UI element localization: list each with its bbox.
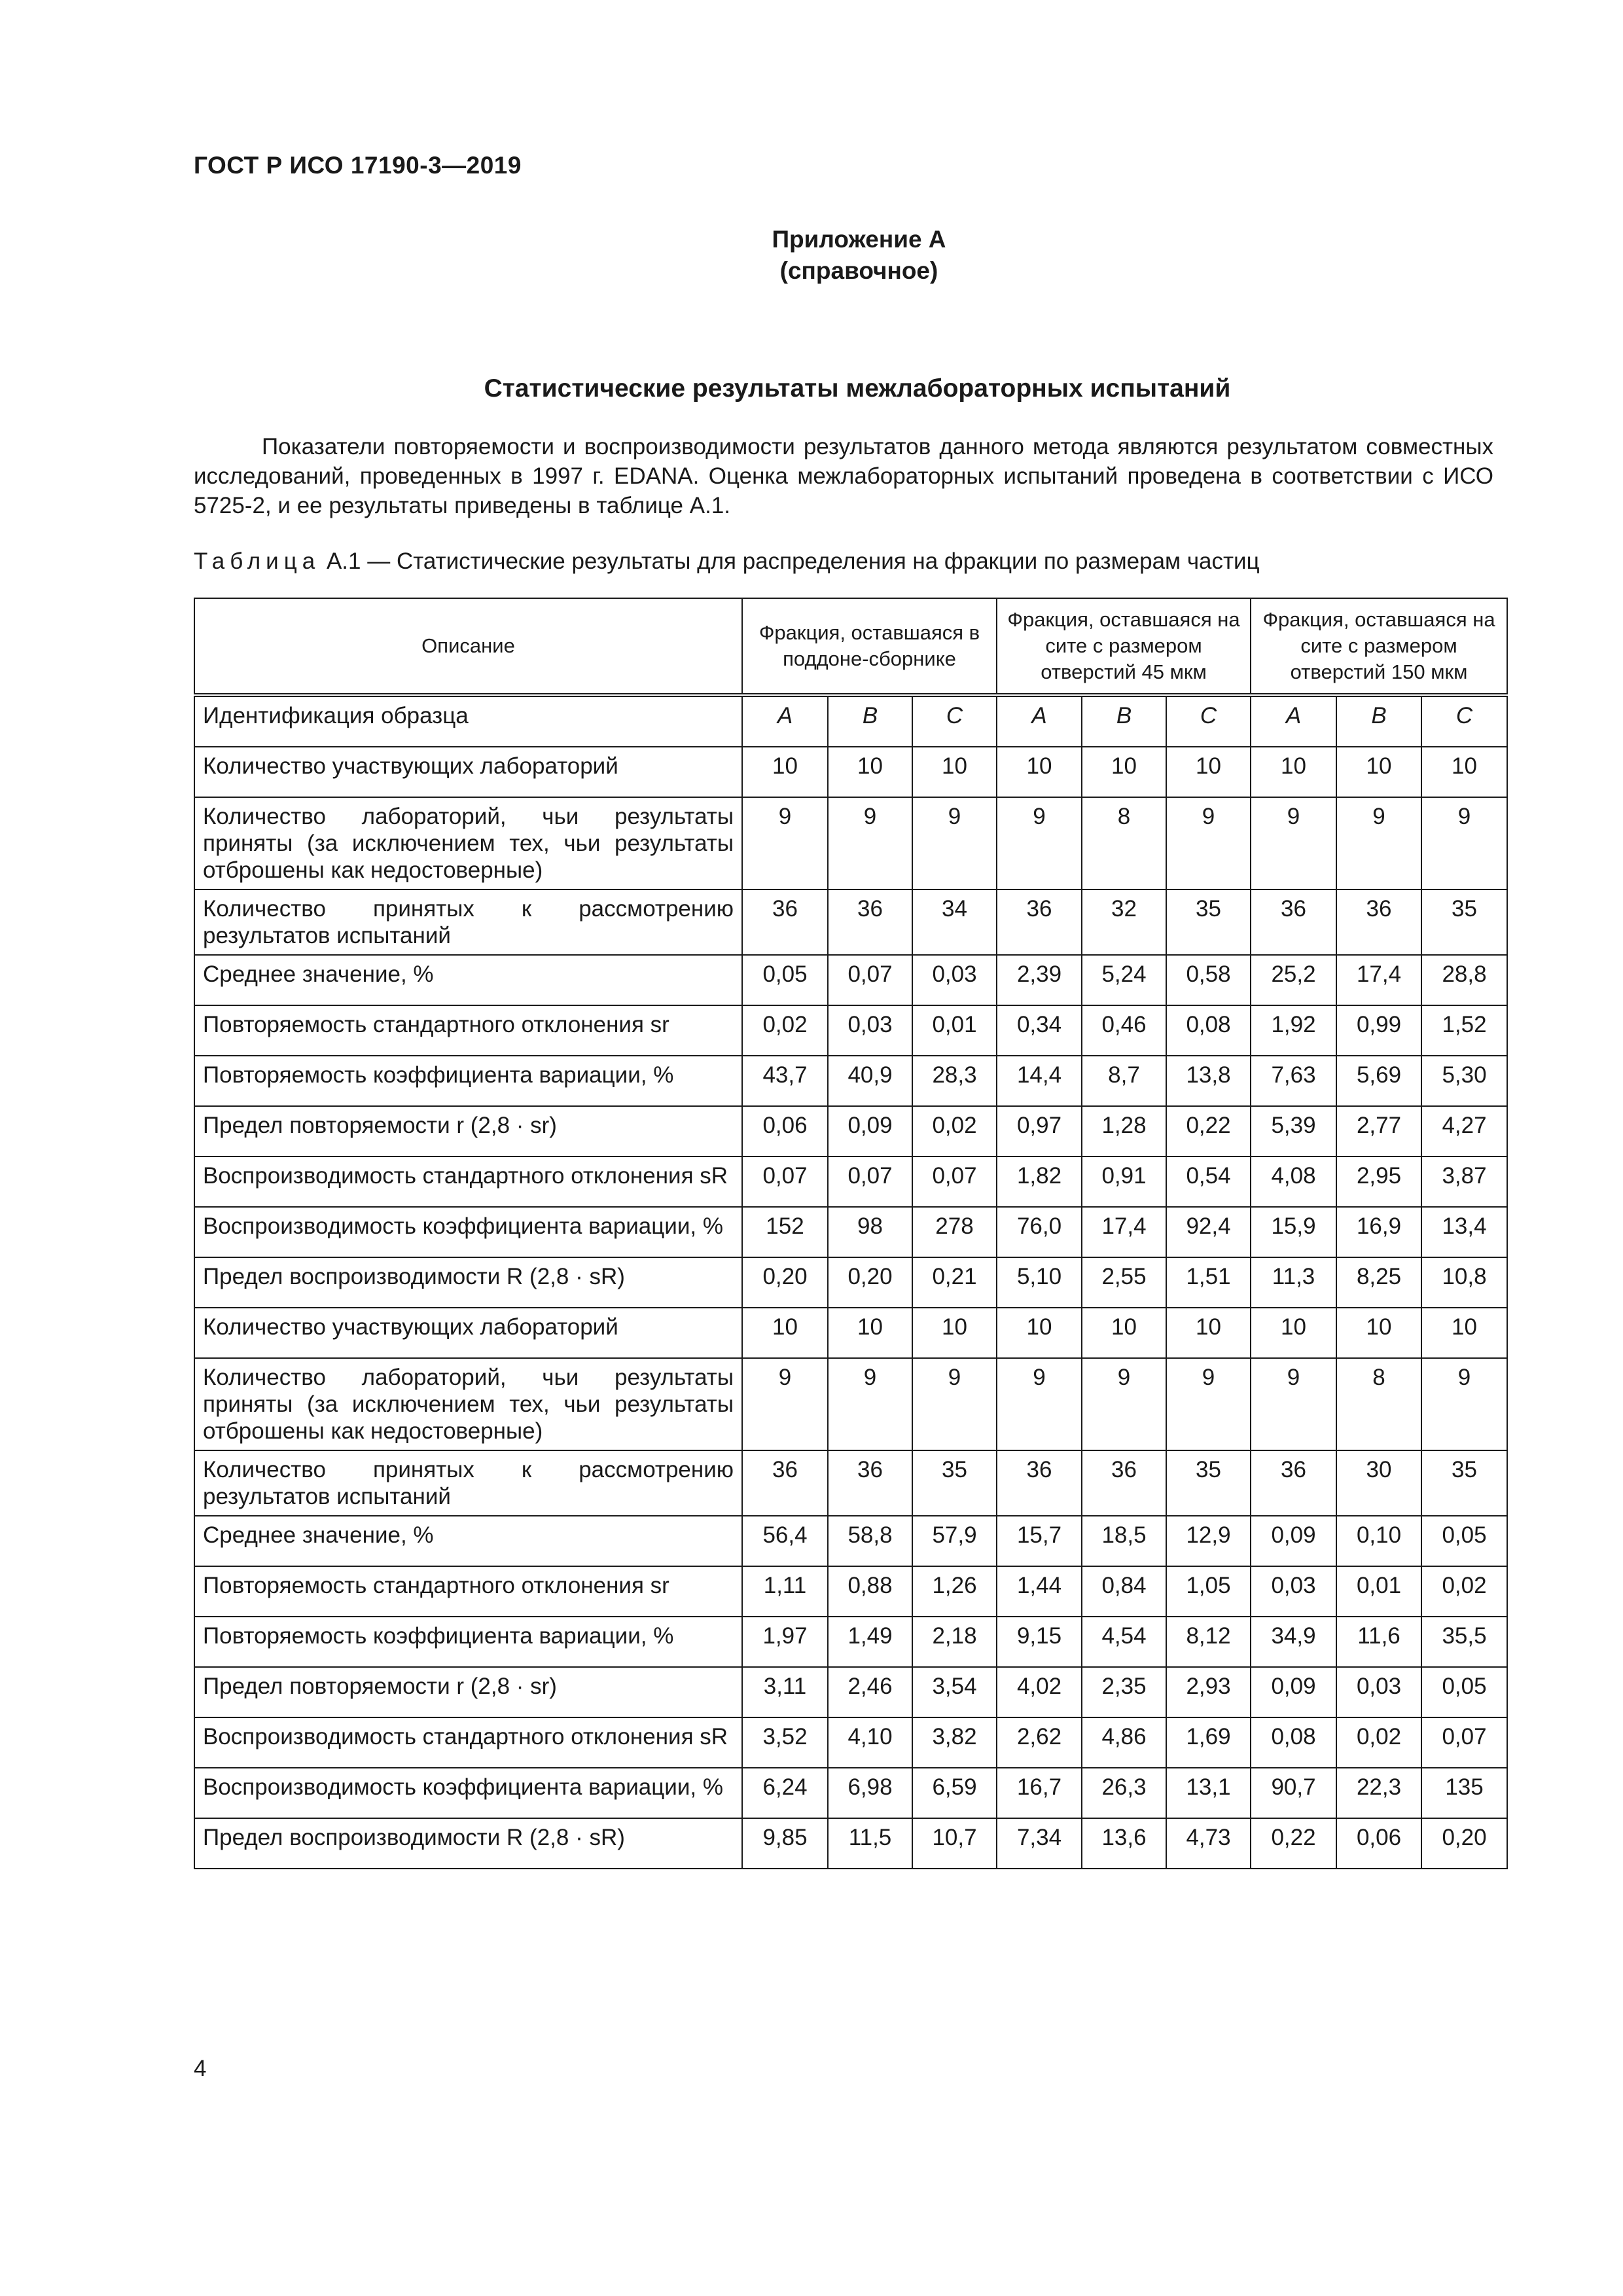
row-value: 10 (1421, 747, 1507, 797)
row-value: 36 (1251, 889, 1336, 955)
row-description: Количество участвующих лабораторий (194, 747, 742, 797)
table-row (194, 1667, 1507, 1717)
row-value: 9 (742, 797, 828, 889)
row-value: 43,7 (742, 1056, 828, 1106)
row-value: 35 (912, 1450, 997, 1516)
document-code: ГОСТ Р ИСО 17190-3—2019 (194, 152, 522, 179)
row-value: 5,30 (1421, 1056, 1507, 1106)
row-value: 0,08 (1166, 1005, 1251, 1056)
row-value: 36 (1082, 1450, 1166, 1516)
table-body (194, 695, 1507, 1869)
table-row (194, 695, 1507, 747)
row-description: Количество лабораторий, чьи результаты приняты (за исключением тех, чьи результаты отброшены как недостоверные) (194, 1358, 742, 1450)
row-value: 0,07 (912, 1157, 997, 1207)
row-value: 13,6 (1082, 1818, 1166, 1869)
row-value: 2,46 (828, 1667, 912, 1717)
row-value: 90,7 (1251, 1768, 1336, 1818)
row-value: 2,77 (1336, 1106, 1421, 1157)
row-value: 10,7 (912, 1818, 997, 1869)
row-value: 0,10 (1336, 1516, 1421, 1566)
row-value: 10,8 (1421, 1257, 1507, 1308)
row-value: 10 (1336, 747, 1421, 797)
row-value: 1,97 (742, 1617, 828, 1667)
table-caption (194, 548, 1260, 575)
row-description: Количество лабораторий, чьи результаты приняты (за исключением тех, чьи результаты отброшены как недостоверные) (194, 797, 742, 889)
row-description: Воспроизводимость стандартного отклонения sR (194, 1157, 742, 1207)
table-row (194, 889, 1507, 955)
row-value: 8,12 (1166, 1617, 1251, 1667)
row-value: 9 (912, 797, 997, 889)
row-description: Повторяемость стандартного отклонения sr (194, 1566, 742, 1617)
table-row (194, 1056, 1507, 1106)
row-value: 9 (1251, 797, 1336, 889)
row-value: 9 (997, 797, 1082, 889)
row-value: 10 (828, 1308, 912, 1358)
row-value: 11,6 (1336, 1617, 1421, 1667)
row-value: 0,07 (742, 1157, 828, 1207)
row-value: 0,21 (912, 1257, 997, 1308)
row-value: 10 (1336, 1308, 1421, 1358)
row-value: 4,27 (1421, 1106, 1507, 1157)
row-value: 22,3 (1336, 1768, 1421, 1818)
row-value: 25,2 (1251, 955, 1336, 1005)
row-value: 152 (742, 1207, 828, 1257)
row-value: 9 (1336, 797, 1421, 889)
row-value: 15,7 (997, 1516, 1082, 1566)
row-value: 17,4 (1082, 1207, 1166, 1257)
row-value: 0,07 (828, 955, 912, 1005)
row-value: A (742, 695, 828, 747)
row-value: 1,51 (1166, 1257, 1251, 1308)
table-row (194, 1257, 1507, 1308)
row-value: 34,9 (1251, 1617, 1336, 1667)
row-value: 10 (912, 1308, 997, 1358)
row-value: 0,20 (828, 1257, 912, 1308)
row-value: 0,02 (912, 1106, 997, 1157)
row-value: 9 (1251, 1358, 1336, 1450)
row-value: 35 (1421, 889, 1507, 955)
row-value: 28,3 (912, 1056, 997, 1106)
row-value: 1,28 (1082, 1106, 1166, 1157)
row-value: 0,20 (1421, 1818, 1507, 1869)
row-value: 9 (1166, 1358, 1251, 1450)
table-row (194, 1717, 1507, 1768)
row-value: 4,73 (1166, 1818, 1251, 1869)
row-value: 2,39 (997, 955, 1082, 1005)
row-description: Предел воспроизводимости R (2,8 · sR) (194, 1257, 742, 1308)
row-value: 9 (1082, 1358, 1166, 1450)
row-value: 0,22 (1251, 1818, 1336, 1869)
row-value: 12,9 (1166, 1516, 1251, 1566)
row-value: 10 (1166, 1308, 1251, 1358)
row-value: 0,91 (1082, 1157, 1166, 1207)
row-value: 28,8 (1421, 955, 1507, 1005)
row-value: 35,5 (1421, 1617, 1507, 1667)
row-value: 278 (912, 1207, 997, 1257)
table-row (194, 1768, 1507, 1818)
row-value: 9 (997, 1358, 1082, 1450)
row-value: 10 (912, 747, 997, 797)
row-value: 11,3 (1251, 1257, 1336, 1308)
row-value: 8 (1082, 797, 1166, 889)
row-value: 7,34 (997, 1818, 1082, 1869)
row-value: 0,02 (742, 1005, 828, 1056)
row-value: 3,52 (742, 1717, 828, 1768)
row-value: 0,03 (912, 955, 997, 1005)
row-value: 0,22 (1166, 1106, 1251, 1157)
row-description: Количество принятых к рассмотрению результатов испытаний (194, 1450, 742, 1516)
table-row (194, 1450, 1507, 1516)
row-value: 2,93 (1166, 1667, 1251, 1717)
row-value: 35 (1421, 1450, 1507, 1516)
row-value: 36 (828, 889, 912, 955)
row-value: 35 (1166, 889, 1251, 955)
row-value: 9 (828, 797, 912, 889)
row-value: 0,88 (828, 1566, 912, 1617)
row-value: 57,9 (912, 1516, 997, 1566)
table-row (194, 1106, 1507, 1157)
row-value: 0,99 (1336, 1005, 1421, 1056)
row-value: 36 (828, 1450, 912, 1516)
row-value: 9,85 (742, 1818, 828, 1869)
row-value: 9 (742, 1358, 828, 1450)
row-value: 4,86 (1082, 1717, 1166, 1768)
section-title: Статистические результаты межлабораторных испытаний (484, 374, 1231, 403)
table-header-row (194, 598, 1507, 695)
row-value: 0,09 (828, 1106, 912, 1157)
row-value: 4,02 (997, 1667, 1082, 1717)
row-value: 10 (997, 747, 1082, 797)
row-value: 6,98 (828, 1768, 912, 1818)
row-value: 5,24 (1082, 955, 1166, 1005)
row-value: 13,4 (1421, 1207, 1507, 1257)
row-value: 0,03 (1336, 1667, 1421, 1717)
row-value: 0,06 (1336, 1818, 1421, 1869)
row-value: B (828, 695, 912, 747)
row-description: Воспроизводимость коэффициента вариации, % (194, 1768, 742, 1818)
row-value: 0,03 (828, 1005, 912, 1056)
row-value: 14,4 (997, 1056, 1082, 1106)
table-row (194, 1157, 1507, 1207)
row-value: 58,8 (828, 1516, 912, 1566)
row-value: 1,92 (1251, 1005, 1336, 1056)
row-value: 5,69 (1336, 1056, 1421, 1106)
row-value: 10 (1082, 747, 1166, 797)
row-value: 9 (912, 1358, 997, 1450)
table-row (194, 1308, 1507, 1358)
row-value: 2,18 (912, 1617, 997, 1667)
row-value: 1,52 (1421, 1005, 1507, 1056)
row-description: Количество принятых к рассмотрению результатов испытаний (194, 889, 742, 955)
row-value: 9 (1421, 1358, 1507, 1450)
table-row (194, 1207, 1507, 1257)
row-value: 0,02 (1336, 1717, 1421, 1768)
header-fraction-tray: Фракция, оставшаяся в поддоне-сборнике (742, 598, 997, 695)
row-value: 40,9 (828, 1056, 912, 1106)
row-value: 13,1 (1166, 1768, 1251, 1818)
row-value: 26,3 (1082, 1768, 1166, 1818)
table-row (194, 1818, 1507, 1869)
row-value: 0,06 (742, 1106, 828, 1157)
row-value: 15,9 (1251, 1207, 1336, 1257)
row-value: 1,82 (997, 1157, 1082, 1207)
table-row (194, 797, 1507, 889)
row-value: 10 (1166, 747, 1251, 797)
row-value: 10 (1251, 1308, 1336, 1358)
row-value: 3,11 (742, 1667, 828, 1717)
row-value: 1,44 (997, 1566, 1082, 1617)
row-value: 9 (828, 1358, 912, 1450)
row-value: 2,35 (1082, 1667, 1166, 1717)
row-value: 0,02 (1421, 1566, 1507, 1617)
row-value: 16,9 (1336, 1207, 1421, 1257)
table-row (194, 1566, 1507, 1617)
header-fraction-45: Фракция, оставшаяся на сите с размером отверстий 45 мкм (997, 598, 1251, 695)
row-value: 36 (1336, 889, 1421, 955)
row-description: Предел повторяемости r (2,8 · sr) (194, 1106, 742, 1157)
row-description: Повторяемость стандартного отклонения sr (194, 1005, 742, 1056)
row-value: 18,5 (1082, 1516, 1166, 1566)
row-value: 34 (912, 889, 997, 955)
row-value: 8,25 (1336, 1257, 1421, 1308)
row-value: C (1166, 695, 1251, 747)
row-value: 10 (1421, 1308, 1507, 1358)
row-value: 32 (1082, 889, 1166, 955)
row-value: 9 (1421, 797, 1507, 889)
table-row (194, 1005, 1507, 1056)
row-value: 98 (828, 1207, 912, 1257)
row-value: 3,82 (912, 1717, 997, 1768)
row-value: 0,01 (912, 1005, 997, 1056)
row-value: 0,46 (1082, 1005, 1166, 1056)
row-description: Предел воспроизводимости R (2,8 · sR) (194, 1818, 742, 1869)
row-value: 10 (828, 747, 912, 797)
row-value: 0,07 (1421, 1717, 1507, 1768)
table-row (194, 1516, 1507, 1566)
row-value: 4,10 (828, 1717, 912, 1768)
row-value: 11,5 (828, 1818, 912, 1869)
row-description: Предел повторяемости r (2,8 · sr) (194, 1667, 742, 1717)
row-description: Повторяемость коэффициента вариации, % (194, 1617, 742, 1667)
row-value: B (1336, 695, 1421, 747)
row-value: 1,69 (1166, 1717, 1251, 1768)
row-value: 36 (997, 1450, 1082, 1516)
row-description: Количество участвующих лабораторий (194, 1308, 742, 1358)
row-value: 1,11 (742, 1566, 828, 1617)
row-value: C (1421, 695, 1507, 747)
row-value: C (912, 695, 997, 747)
row-value: 1,49 (828, 1617, 912, 1667)
row-value: 30 (1336, 1450, 1421, 1516)
row-value: 3,87 (1421, 1157, 1507, 1207)
row-value: 1,05 (1166, 1566, 1251, 1617)
row-value: 0,07 (828, 1157, 912, 1207)
table-row (194, 747, 1507, 797)
row-value: 0,05 (1421, 1516, 1507, 1566)
header-fraction-150: Фракция, оставшаяся на сите с размером отверстий 150 мкм (1251, 598, 1507, 695)
row-value: 76,0 (997, 1207, 1082, 1257)
table-row (194, 1617, 1507, 1667)
row-value: 36 (742, 889, 828, 955)
row-description: Идентификация образца (194, 695, 742, 747)
annex-title: Приложение А (772, 226, 946, 253)
row-value: 3,54 (912, 1667, 997, 1717)
table-row (194, 1358, 1507, 1450)
row-value: 4,54 (1082, 1617, 1166, 1667)
row-value: 5,10 (997, 1257, 1082, 1308)
row-value: 6,59 (912, 1768, 997, 1818)
row-value: 8,7 (1082, 1056, 1166, 1106)
header-description: Описание (194, 598, 742, 695)
row-value: 13,8 (1166, 1056, 1251, 1106)
row-description: Среднее значение, % (194, 955, 742, 1005)
table-caption-text: А.1 — Статистические результаты для распределения на фракции по размерам частиц (320, 548, 1260, 574)
row-value: 2,62 (997, 1717, 1082, 1768)
row-value: 56,4 (742, 1516, 828, 1566)
row-description: Воспроизводимость стандартного отклонения sR (194, 1717, 742, 1768)
row-value: 8 (1336, 1358, 1421, 1450)
row-value: 16,7 (997, 1768, 1082, 1818)
row-value: 9 (1166, 797, 1251, 889)
page-number: 4 (194, 2056, 207, 2081)
row-value: 0,34 (997, 1005, 1082, 1056)
row-value: 0,05 (1421, 1667, 1507, 1717)
row-value: 36 (997, 889, 1082, 955)
row-value: A (1251, 695, 1336, 747)
row-value: 36 (742, 1450, 828, 1516)
row-value: A (997, 695, 1082, 747)
row-description: Среднее значение, % (194, 1516, 742, 1566)
row-value: 6,24 (742, 1768, 828, 1818)
annex-status: (справочное) (779, 257, 938, 284)
row-value: 35 (1166, 1450, 1251, 1516)
table-caption-lead: Таблица (194, 548, 321, 574)
row-value: 0,05 (742, 955, 828, 1005)
intro-paragraph: Показатели повторяемости и воспроизводимости результатов данного метода являются результатом совместных исследований, проведенных в 1997 г. EDANA. Оценка межлабораторных испытаний проведена в соответствии с ИСО 5725-2, и ее результаты приведены в таблице А.1. (194, 434, 1493, 518)
row-value: 2,95 (1336, 1157, 1421, 1207)
row-value: 10 (997, 1308, 1082, 1358)
row-value: 2,55 (1082, 1257, 1166, 1308)
row-value: 10 (1082, 1308, 1166, 1358)
row-value: 0,84 (1082, 1566, 1166, 1617)
row-value: 10 (742, 1308, 828, 1358)
row-value: 7,63 (1251, 1056, 1336, 1106)
row-description: Воспроизводимость коэффициента вариации, % (194, 1207, 742, 1257)
statistics-table (194, 598, 1508, 1869)
row-value: 0,54 (1166, 1157, 1251, 1207)
row-value: 0,09 (1251, 1516, 1336, 1566)
row-value: 0,03 (1251, 1566, 1336, 1617)
table-row (194, 955, 1507, 1005)
row-value: 5,39 (1251, 1106, 1336, 1157)
row-value: 0,20 (742, 1257, 828, 1308)
row-value: 36 (1251, 1450, 1336, 1516)
row-value: 1,26 (912, 1566, 997, 1617)
row-description: Повторяемость коэффициента вариации, % (194, 1056, 742, 1106)
row-value: 0,09 (1251, 1667, 1336, 1717)
row-value: 10 (1251, 747, 1336, 797)
row-value: 92,4 (1166, 1207, 1251, 1257)
row-value: 0,97 (997, 1106, 1082, 1157)
row-value: 0,58 (1166, 955, 1251, 1005)
row-value: 4,08 (1251, 1157, 1336, 1207)
row-value: 135 (1421, 1768, 1507, 1818)
row-value: 17,4 (1336, 955, 1421, 1005)
row-value: 0,08 (1251, 1717, 1336, 1768)
row-value: 10 (742, 747, 828, 797)
row-value: 0,01 (1336, 1566, 1421, 1617)
row-value: 9,15 (997, 1617, 1082, 1667)
row-value: B (1082, 695, 1166, 747)
